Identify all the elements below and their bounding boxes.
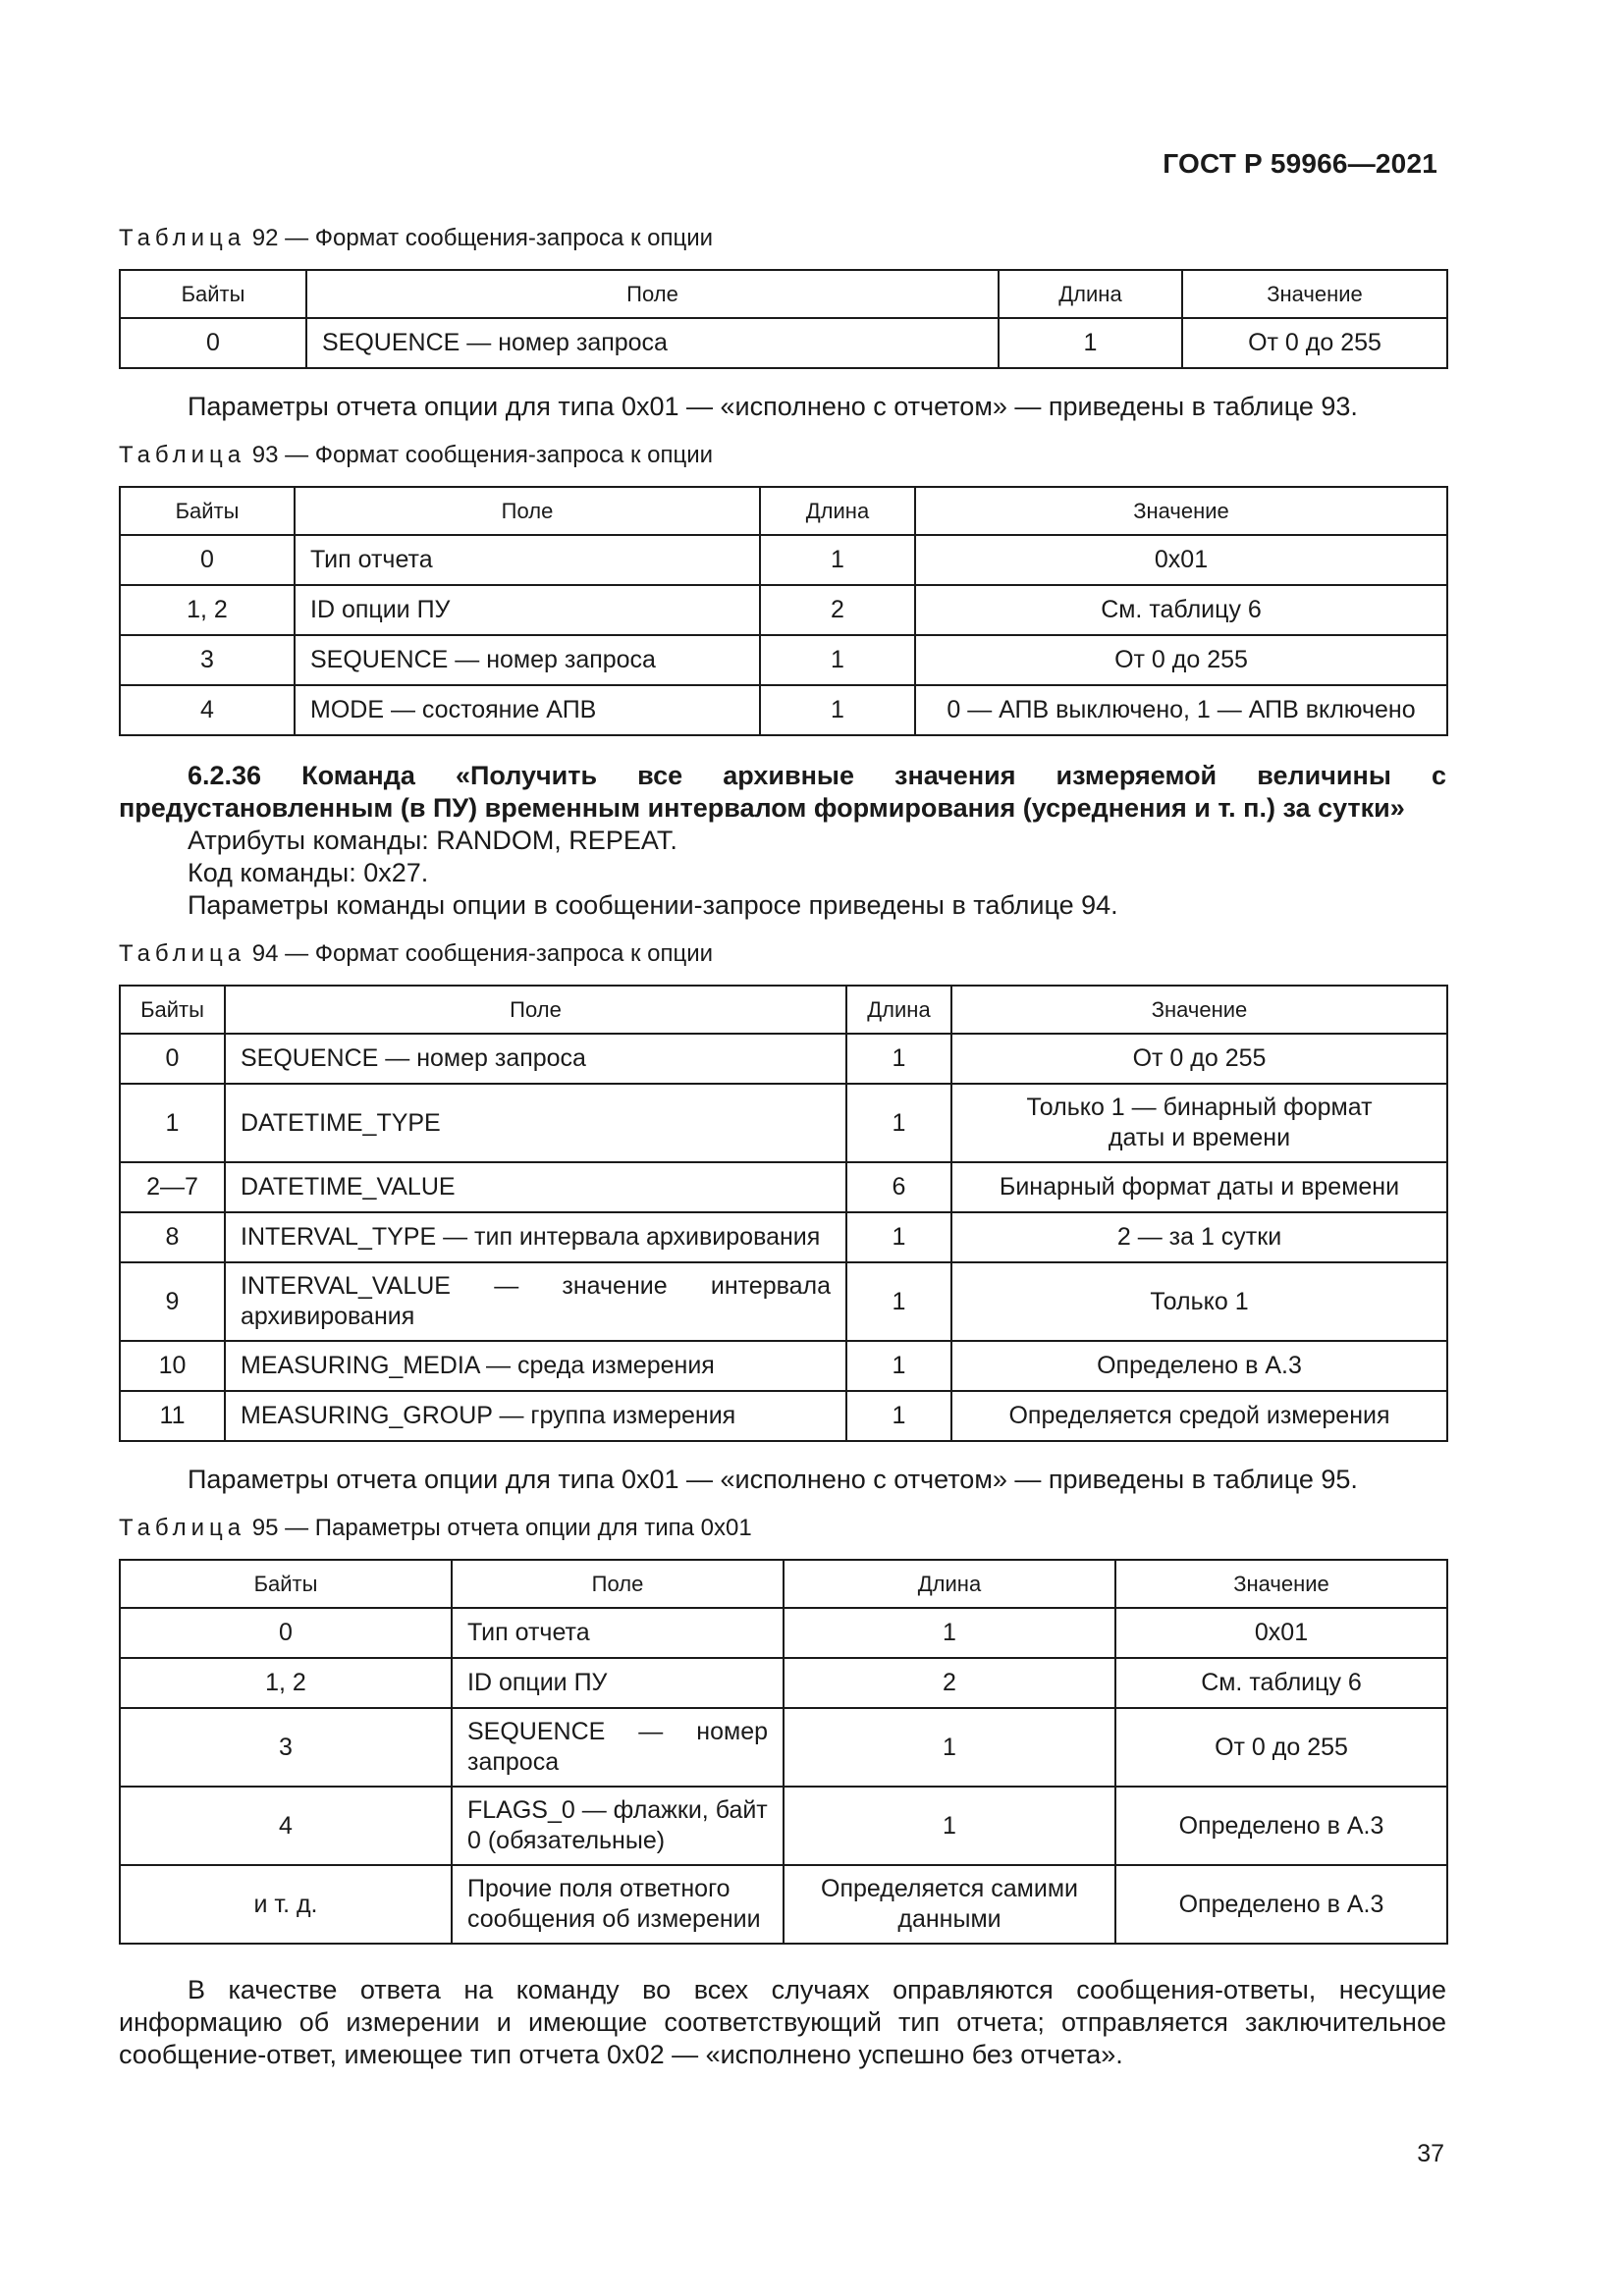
- table-cell: 2 — за 1 сутки: [951, 1212, 1447, 1262]
- table-cell: Определено в А.3: [951, 1341, 1447, 1391]
- table-cell: 0x01: [915, 535, 1447, 585]
- table-header-row: [120, 487, 1447, 535]
- table-cell: Бинарный формат даты и времени: [951, 1162, 1447, 1212]
- column-header: Поле: [452, 1560, 784, 1608]
- table-95: [119, 1559, 1448, 1945]
- column-header: Байты: [120, 270, 306, 318]
- table-cell: От 0 до 255: [1115, 1708, 1447, 1787]
- table-row: [120, 1084, 1447, 1162]
- table-cell: INTERVAL_VALUE — значение интервала архивирования: [225, 1262, 846, 1341]
- column-header: Поле: [295, 487, 760, 535]
- table-cell: См. таблицу 6: [1115, 1658, 1447, 1708]
- table-cell: Только 1 — бинарный формат даты и времени: [951, 1084, 1447, 1162]
- table-cell: Определяется средой измерения: [951, 1391, 1447, 1441]
- table-row: [120, 1865, 1447, 1944]
- table-row: [120, 1034, 1447, 1084]
- table-cell: 10: [120, 1341, 225, 1391]
- table-header-row: [120, 1560, 1447, 1608]
- page-content: [119, 224, 1446, 2071]
- column-header: Байты: [120, 1560, 452, 1608]
- table-cell: Определяется самими данными: [784, 1865, 1115, 1944]
- table-row: [120, 1262, 1447, 1341]
- table-cell: От 0 до 255: [1182, 318, 1447, 368]
- table-cell: MEASURING_MEDIA — среда измерения: [225, 1341, 846, 1391]
- table-cell: От 0 до 255: [951, 1034, 1447, 1084]
- table-row: [120, 1212, 1447, 1262]
- table-cell: ID опции ПУ: [452, 1658, 784, 1708]
- paragraph-before-table-95: Параметры отчета опции для типа 0x01 — «исполнено с отчетом» — приведены в таблице 95.: [188, 1465, 1358, 1494]
- table-cell: 2: [760, 585, 915, 635]
- table-cell: 1: [784, 1608, 1115, 1658]
- table-cell: DATETIME_TYPE: [225, 1084, 846, 1162]
- table-row: [120, 1391, 1447, 1441]
- column-header: Байты: [120, 986, 225, 1034]
- column-header: Значение: [1115, 1560, 1447, 1608]
- command-code: Код команды: 0x27.: [188, 858, 429, 887]
- table-cell: 1: [760, 535, 915, 585]
- table-cell: 2: [784, 1658, 1115, 1708]
- table-cell: SEQUENCE — номер запроса: [452, 1708, 784, 1787]
- table-row: [120, 1608, 1447, 1658]
- table-94-caption: [119, 939, 1446, 969]
- table-92-caption-text: 92 — Формат сообщения-запроса к опции: [245, 225, 714, 251]
- table-95-caption-text: 95 — Параметры отчета опции для типа 0x01: [245, 1515, 752, 1541]
- table-cell: MODE — состояние АПВ: [295, 685, 760, 735]
- table-92: [119, 269, 1448, 369]
- table-cell: 1: [784, 1708, 1115, 1787]
- table-cell: 1, 2: [120, 1658, 452, 1708]
- table-cell: 11: [120, 1391, 225, 1441]
- command-params-text: Параметры команды опции в сообщении-запросе приведены в таблице 94.: [188, 890, 1118, 920]
- table-cell: 0: [120, 318, 306, 368]
- table-cell: 1: [846, 1034, 951, 1084]
- table-header-row: [120, 986, 1447, 1034]
- table-cell: 1: [846, 1262, 951, 1341]
- command-attributes: Атрибуты команды: RANDOM, REPEAT.: [188, 826, 677, 855]
- table-row: [120, 635, 1447, 685]
- table-cell: Определено в А.3: [1115, 1787, 1447, 1865]
- table-cell: 3: [120, 635, 295, 685]
- table-cell: 1: [846, 1341, 951, 1391]
- table-cell: 0x01: [1115, 1608, 1447, 1658]
- table-cell: 6: [846, 1162, 951, 1212]
- table-cell: 1: [846, 1084, 951, 1162]
- table-cell: 4: [120, 1787, 452, 1865]
- table-cell: Прочие поля ответного сообщения об измерении: [452, 1865, 784, 1944]
- column-header: Байты: [120, 487, 295, 535]
- table-row: [120, 1162, 1447, 1212]
- table-cell: INTERVAL_TYPE — тип интервала архивирования: [225, 1212, 846, 1262]
- section-heading: 6.2.36 Команда «Получить все архивные значения измеряемой величины с предустановленным (в ПУ) временным интервалом формирования (усреднения и т. п.) за сутки»: [119, 761, 1446, 823]
- table-cell: ID опции ПУ: [295, 585, 760, 635]
- column-header: Поле: [306, 270, 999, 318]
- column-header: Значение: [1182, 270, 1447, 318]
- column-header: Значение: [951, 986, 1447, 1034]
- table-cell: 3: [120, 1708, 452, 1787]
- table-cell: 0: [120, 535, 295, 585]
- table-92-caption-word: Таблица: [119, 225, 246, 251]
- table-cell: Определено в А.3: [1115, 1865, 1447, 1944]
- table-94: [119, 985, 1448, 1442]
- table-row: [120, 585, 1447, 635]
- table-cell: SEQUENCE — номер запроса: [306, 318, 999, 368]
- table-cell: 0: [120, 1608, 452, 1658]
- column-header: Длина: [760, 487, 915, 535]
- table-93-caption-word: Таблица: [119, 442, 246, 468]
- table-cell: 1: [999, 318, 1182, 368]
- table-95-caption-word: Таблица: [119, 1515, 246, 1541]
- table-cell: 1: [846, 1391, 951, 1441]
- table-cell: 1, 2: [120, 585, 295, 635]
- table-cell: 0 — АПВ выключено, 1 — АПВ включено: [915, 685, 1447, 735]
- table-cell: 1: [120, 1084, 225, 1162]
- page-number: 37: [1417, 2140, 1444, 2167]
- column-header: Значение: [915, 487, 1447, 535]
- table-cell: 2—7: [120, 1162, 225, 1212]
- table-93: [119, 486, 1448, 736]
- table-cell: 8: [120, 1212, 225, 1262]
- table-cell: 4: [120, 685, 295, 735]
- table-cell: 1: [784, 1787, 1115, 1865]
- table-cell: DATETIME_VALUE: [225, 1162, 846, 1212]
- table-row: [120, 535, 1447, 585]
- final-paragraph: В качестве ответа на команду во всех случаях оправляются сообщения-ответы, несущие информацию об измерении и имеющие соответствующий тип отчета; отправляется заключительное сообщение-ответ, имеющее тип отчета 0x02 — «исполнено успешно без отчета».: [119, 1975, 1446, 2069]
- table-cell: SEQUENCE — номер запроса: [295, 635, 760, 685]
- table-93-caption-text: 93 — Формат сообщения-запроса к опции: [245, 442, 714, 468]
- column-header: Длина: [784, 1560, 1115, 1608]
- column-header: Длина: [999, 270, 1182, 318]
- table-cell: 1: [846, 1212, 951, 1262]
- table-cell: Только 1: [951, 1262, 1447, 1341]
- table-row: [120, 685, 1447, 735]
- table-cell: От 0 до 255: [915, 635, 1447, 685]
- table-cell: 9: [120, 1262, 225, 1341]
- column-header: Поле: [225, 986, 846, 1034]
- table-cell: Тип отчета: [295, 535, 760, 585]
- table-cell: 0: [120, 1034, 225, 1084]
- table-95-caption: [119, 1514, 1446, 1543]
- table-93-caption: [119, 441, 1446, 470]
- table-row: [120, 1658, 1447, 1708]
- column-header: Длина: [846, 986, 951, 1034]
- table-94-caption-word: Таблица: [119, 940, 246, 967]
- table-row: [120, 1787, 1447, 1865]
- table-row: [120, 318, 1447, 368]
- table-cell: FLAGS_0 — флажки, байт 0 (обязательные): [452, 1787, 784, 1865]
- standard-code: ГОСТ Р 59966—2021: [1163, 148, 1437, 179]
- table-94-caption-text: 94 — Формат сообщения-запроса к опции: [245, 940, 714, 967]
- table-cell: 1: [760, 635, 915, 685]
- table-cell: Тип отчета: [452, 1608, 784, 1658]
- table-92-caption: [119, 224, 1446, 253]
- paragraph-before-table-93: Параметры отчета опции для типа 0x01 — «исполнено с отчетом» — приведены в таблице 93.: [188, 392, 1358, 421]
- table-cell: SEQUENCE — номер запроса: [225, 1034, 846, 1084]
- table-row: [120, 1708, 1447, 1787]
- table-cell: и т. д.: [120, 1865, 452, 1944]
- table-cell: MEASURING_GROUP — группа измерения: [225, 1391, 846, 1441]
- table-row: [120, 1341, 1447, 1391]
- table-header-row: [120, 270, 1447, 318]
- table-cell: См. таблицу 6: [915, 585, 1447, 635]
- table-cell: 1: [760, 685, 915, 735]
